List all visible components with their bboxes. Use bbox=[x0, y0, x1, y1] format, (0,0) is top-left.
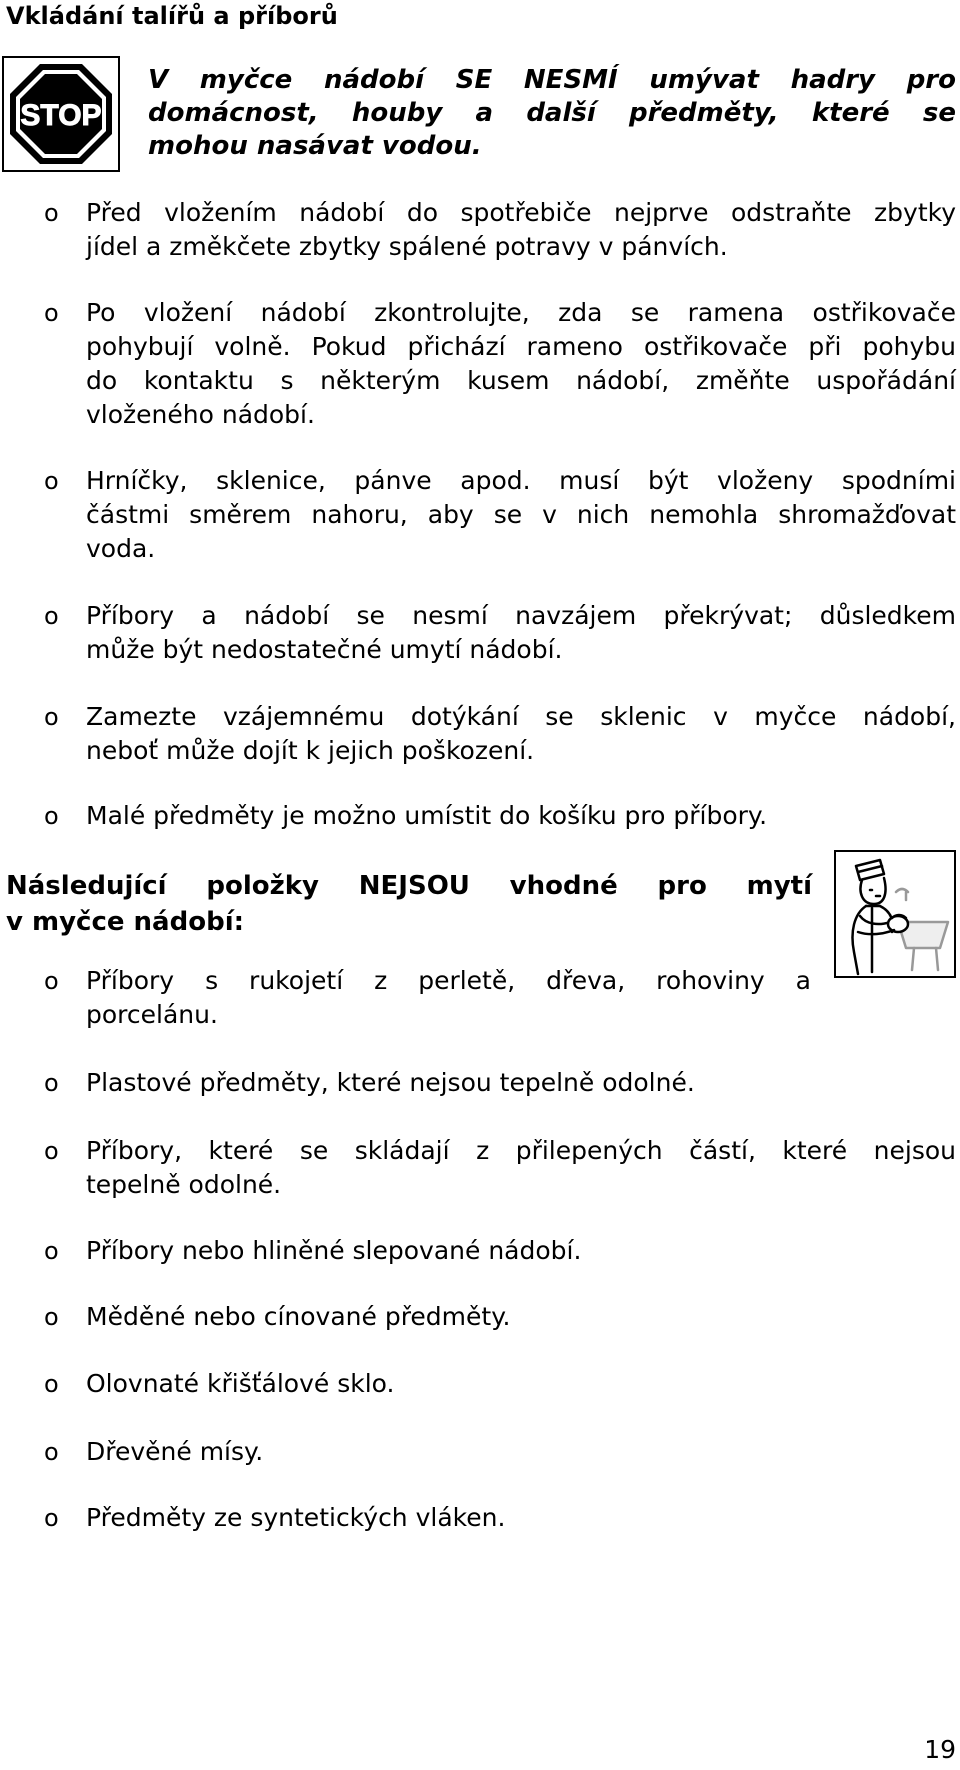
bullet: o bbox=[44, 199, 59, 227]
heading-line: v myčce nádobí: bbox=[6, 907, 244, 937]
list-item-line: Hrníčky, sklenice, pánve apod. musí být vloženy spodními bbox=[86, 466, 956, 495]
bullet: o bbox=[44, 1069, 59, 1097]
bullet: o bbox=[44, 1370, 59, 1398]
list-item-line: Dřevěné mísy. bbox=[86, 1437, 264, 1466]
list-item-line: voda. bbox=[86, 534, 156, 563]
list-item-line: jídel a změkčete zbytky spálené potravy v pánvích. bbox=[86, 232, 728, 261]
list-item-line: Po vložení nádobí zkontrolujte, zda se ramena ostřikovače bbox=[86, 298, 956, 327]
list-item-line: Plastové předměty, které nejsou tepelně odolné. bbox=[86, 1068, 695, 1097]
bullet: o bbox=[44, 802, 59, 830]
page-title: Vkládání talířů a příborů bbox=[6, 2, 338, 30]
warning-line: V myčce nádobí SE NESMÍ umývat hadry pro bbox=[148, 65, 956, 95]
bullet: o bbox=[44, 1504, 59, 1532]
bullet: o bbox=[44, 703, 59, 731]
heading-line: Následující položky NEJSOU vhodné pro mytí bbox=[6, 871, 812, 901]
list-item-line: do kontaktu s některým kusem nádobí, změňte uspořádání bbox=[86, 366, 956, 395]
list-item-line: Malé předměty je možno umístit do košíku pro příbory. bbox=[86, 801, 768, 830]
stop-sign-text: STOP bbox=[20, 99, 102, 132]
bullet: o bbox=[44, 1237, 59, 1265]
bullet: o bbox=[44, 967, 59, 995]
list-item-line: Příbory s rukojetí z perletě, dřeva, rohoviny a bbox=[86, 966, 811, 995]
list-item-line: Příbory nebo hliněné slepované nádobí. bbox=[86, 1236, 582, 1265]
stop-sign-icon bbox=[2, 56, 120, 172]
page-number: 19 bbox=[924, 1735, 956, 1764]
list-item-line: Před vložením nádobí do spotřebiče nejprve odstraňte zbytky bbox=[86, 198, 956, 227]
list-item-line: Zamezte vzájemnému dotýkání se sklenic v myčce nádobí, bbox=[86, 702, 956, 731]
list-item-line: Příbory, které se skládají z přilepených částí, které nejsou bbox=[86, 1136, 956, 1165]
list-item-line: pohybují volně. Pokud přichází rameno ostřikovače při pohybu bbox=[86, 332, 956, 361]
list-item-line: Měděné nebo cínované předměty. bbox=[86, 1302, 511, 1331]
list-item-line: částmi směrem nahoru, aby se v nich nemohla shromažďovat bbox=[86, 500, 956, 529]
unsuitable-heading bbox=[6, 868, 812, 940]
list-item-line: porcelánu. bbox=[86, 1000, 218, 1029]
bullet: o bbox=[44, 467, 59, 495]
list-item-line: Příbory a nádobí se nesmí navzájem překrývat; důsledkem bbox=[86, 601, 956, 630]
bullet: o bbox=[44, 1137, 59, 1165]
list-item-line: Předměty ze syntetických vláken. bbox=[86, 1503, 506, 1532]
bullet: o bbox=[44, 1438, 59, 1466]
list-item-line: Olovnaté křišťálové sklo. bbox=[86, 1369, 395, 1398]
bullet: o bbox=[44, 1303, 59, 1331]
warning-text bbox=[148, 64, 956, 163]
dishwashing-person-icon bbox=[834, 850, 956, 978]
list-item-line: neboť může dojít k jejich poškození. bbox=[86, 736, 535, 765]
list-item-line: může být nedostatečné umytí nádobí. bbox=[86, 635, 563, 664]
warning-line: domácnost, houby a další předměty, které se bbox=[148, 98, 956, 128]
warning-line: mohou nasávat vodou. bbox=[148, 131, 482, 161]
list-item-line: vloženého nádobí. bbox=[86, 400, 315, 429]
list-item-line: tepelně odolné. bbox=[86, 1170, 282, 1199]
bullet: o bbox=[44, 602, 59, 630]
bullet: o bbox=[44, 299, 59, 327]
